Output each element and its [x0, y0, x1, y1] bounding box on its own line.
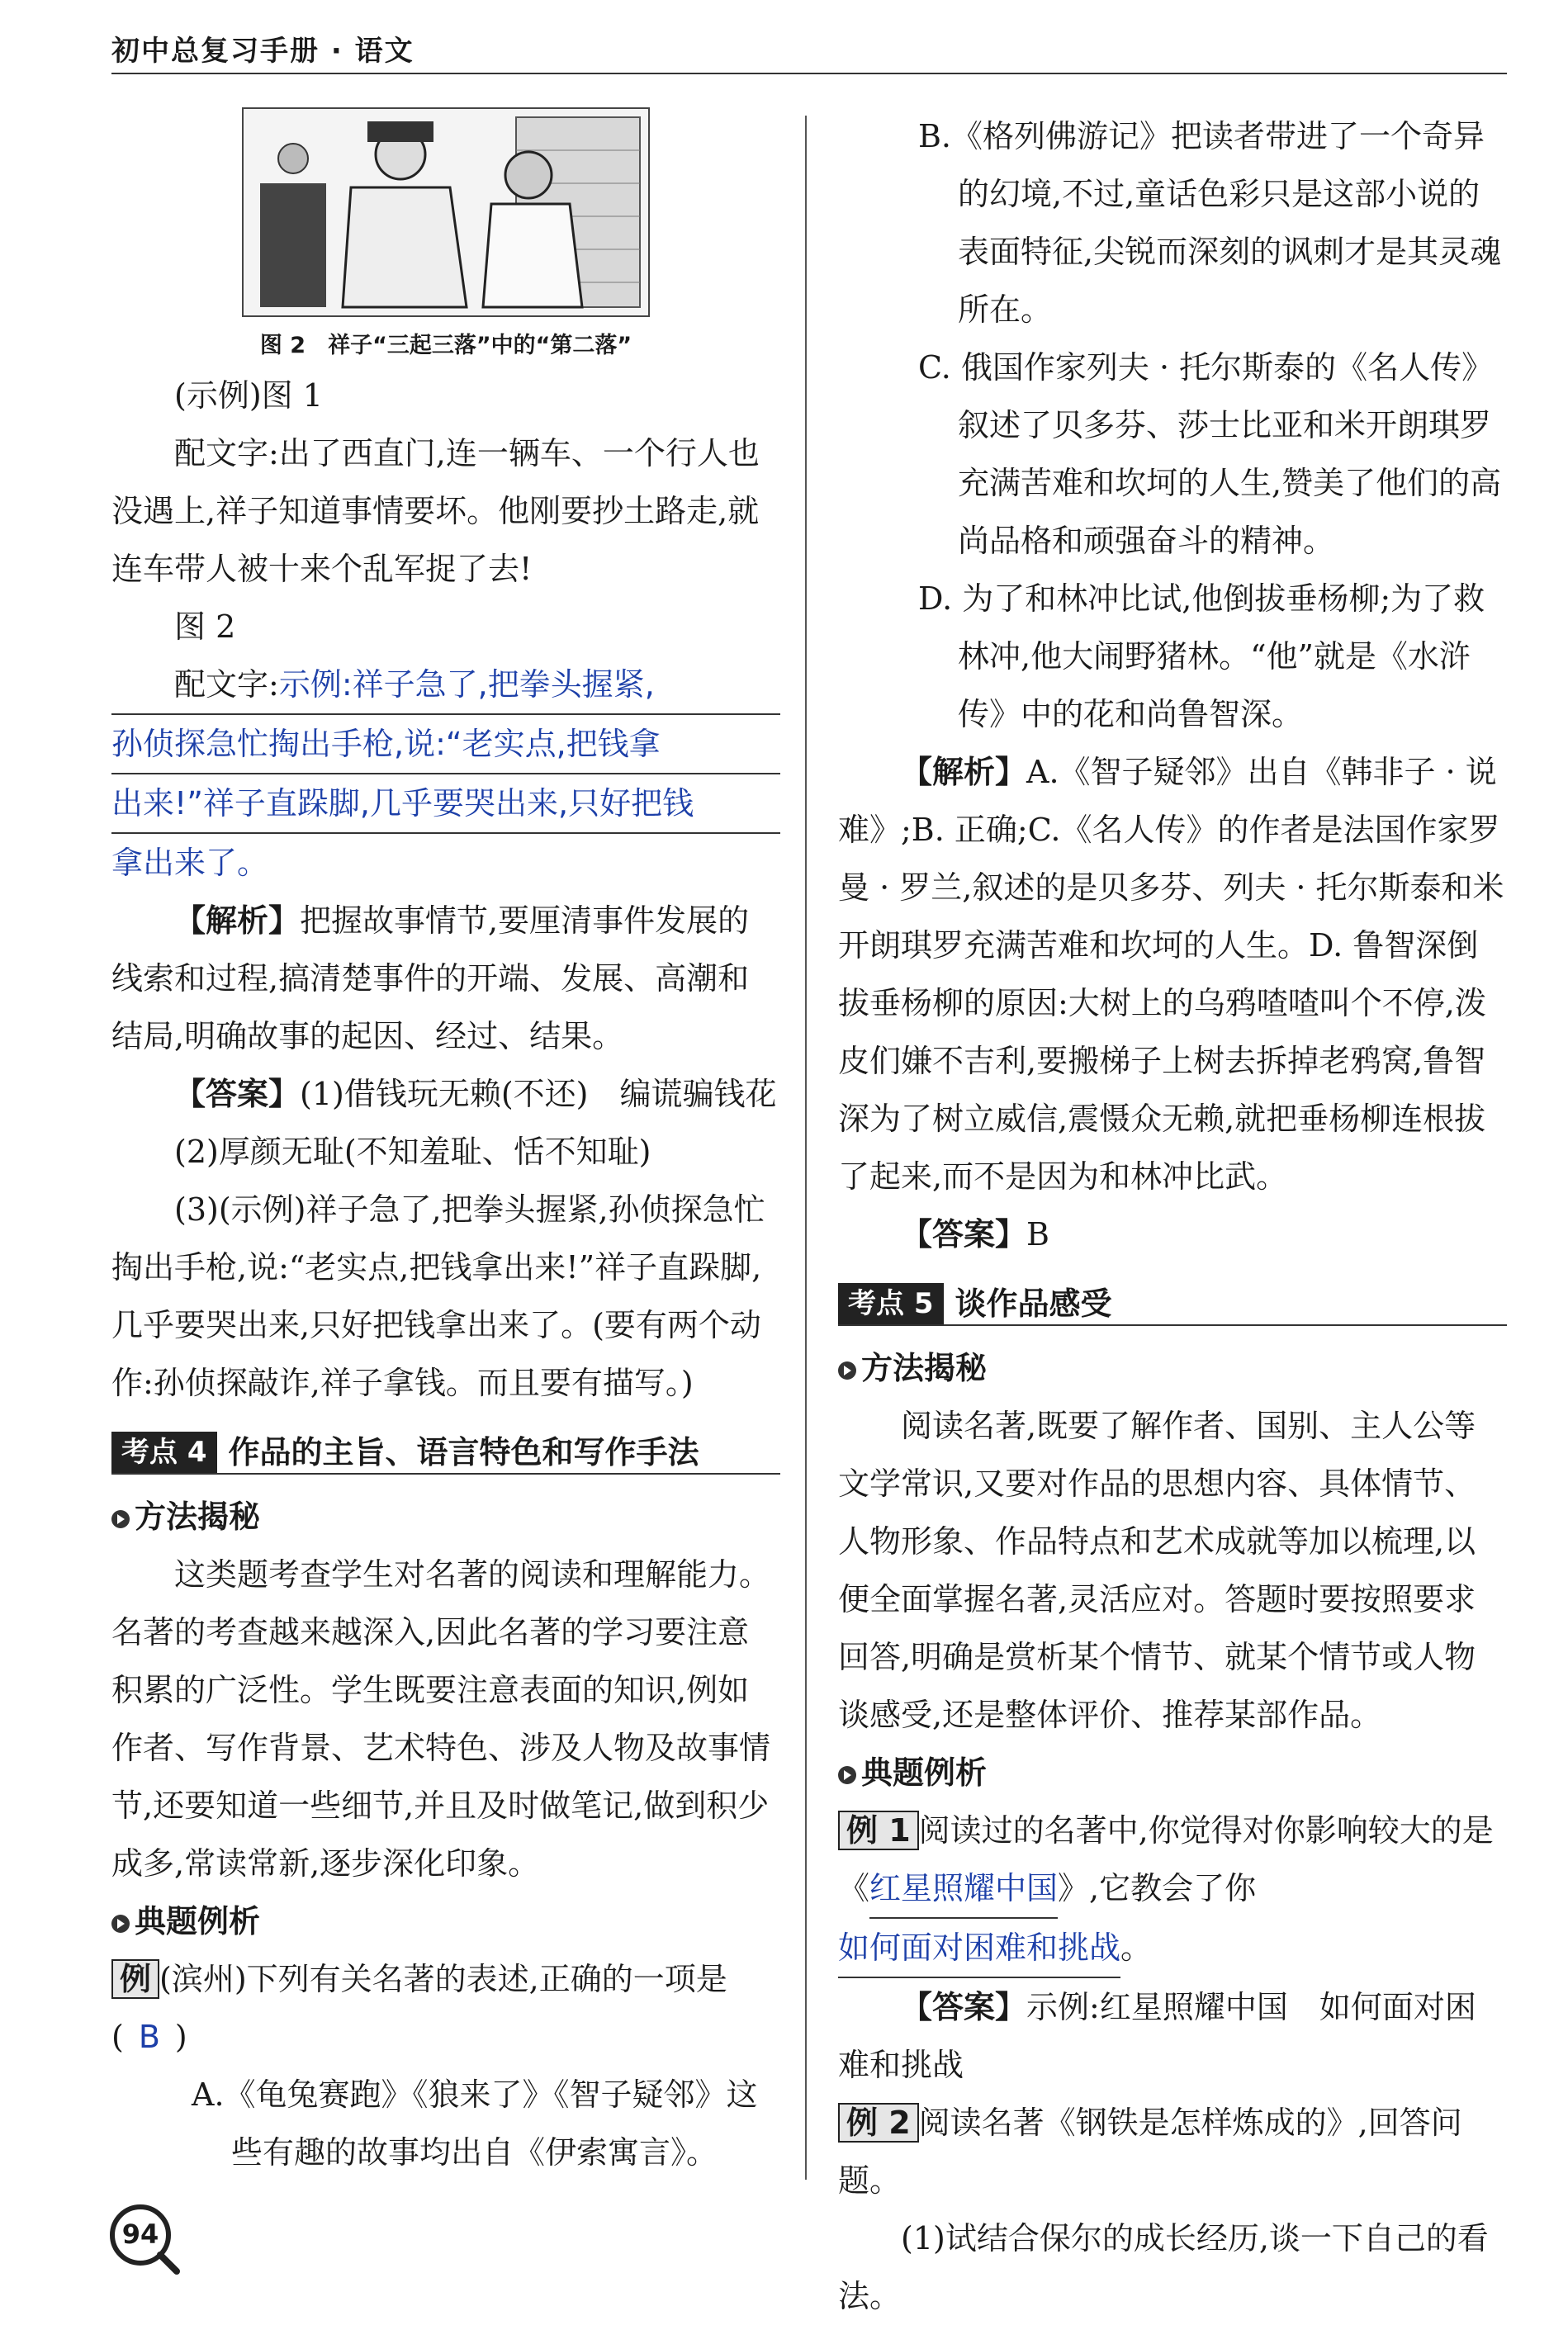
section-title-5: 谈作品感受	[955, 1285, 1112, 1322]
method-heading-right	[838, 1339, 1507, 1397]
illustration	[242, 107, 650, 317]
section-title-4: 作品的主旨、语言特色和写作手法	[228, 1433, 699, 1470]
section-badge-5: 考点 5	[838, 1283, 944, 1324]
play-bullet-icon	[838, 1766, 856, 1784]
analysis-paragraph	[111, 892, 780, 1065]
example-1-text-3: 。	[1120, 1930, 1153, 1966]
right-column	[838, 107, 1507, 2325]
method-title-right: 方法揭秘	[861, 1350, 988, 1386]
option-d: D. 为了和林冲比试,他倒拔垂杨柳;为了救林冲,他大闹野猪林。“他”就是《水浒传》中的花和尚鲁智深。	[918, 580, 1485, 732]
figure-2-label: 图 2	[174, 608, 236, 645]
example-title-right: 典题例析	[861, 1754, 988, 1791]
example-1-badge: 例 1	[838, 1811, 919, 1850]
section-heading-4	[111, 1420, 780, 1475]
left-column	[111, 107, 780, 2181]
handwritten-answer-1: 示例:祥子急了,把拳头握紧,	[278, 666, 655, 703]
answer-tag: 【答案】	[174, 1076, 301, 1112]
handwritten-answer-2: 孙侦探急忙掏出手枪,说:“老实点,把钱拿	[111, 715, 780, 774]
answer-text-1: (1)借钱玩无赖(不还) 编谎骗钱花	[300, 1076, 777, 1112]
caption-text-1: 配文字:出了西直门,连一辆车、一个行人也没遇上,祥子知道事情要坏。他刚要抄土路走,就连车带人被十来个乱军捉了去!	[111, 435, 760, 587]
example-badge: 例	[111, 1959, 159, 1999]
page-number-badge	[107, 2200, 182, 2275]
answer-text-right: B	[1026, 1216, 1049, 1252]
example-1-blank-1: 红星照耀中国	[869, 1859, 1058, 1919]
figure-caption: 图 2 祥子“三起三落”中的“第二落”	[259, 333, 632, 358]
play-bullet-icon	[838, 1361, 856, 1380]
analysis-text: 把握故事情节,要厘清事件发展的线索和过程,搞清楚事件的开端、发展、高潮和结局,明确故事的起因、经过、结果。	[111, 902, 750, 1054]
handwritten-answer-4: 拿出来了。	[111, 845, 269, 881]
section-badge-4: 考点 4	[111, 1432, 217, 1473]
example-1-text-2: 》,它教会了你	[1058, 1870, 1257, 1906]
example-heading-right	[838, 1744, 1507, 1802]
answer-line-1	[111, 656, 780, 715]
example-2-subquestion-1: (1)试结合保尔的成长经历,谈一下自己的看法。	[838, 2220, 1489, 2314]
example-text-1: (滨州)下列有关名著的表述,正确的一项是(	[111, 1961, 727, 2055]
example-title: 典题例析	[135, 1903, 261, 1939]
pei-prefix: 配文字:	[174, 666, 279, 703]
analysis-text-right: A.《智子疑邻》出自《韩非子 · 说难》;B. 正确;C.《名人传》的作者是法国作家罗曼 · 罗兰,叙述的是贝多芬、列夫 · 托尔斯泰和米开朗琪罗充满苦难和坎坷的人生。D. 鲁智深倒拔垂杨柳的原因:大树上的乌鸦喳喳叫个不停,泼皮们嫌不吉利,要搬梯子上树去拆掉老鸦窝,鲁智深为了树立威信,震慑众无赖,就把垂杨柳连根拔了起来,而不是因为和林冲比武。	[838, 754, 1504, 1195]
page-header	[111, 25, 1507, 74]
option-c: C. 俄国作家列夫 · 托尔斯泰的《名人传》叙述了贝多芬、莎士比亚和米开朗琪罗充满苦难和坎坷的人生,赞美了他们的高尚品格和顽强奋斗的精神。	[918, 349, 1502, 559]
section-heading-5	[838, 1271, 1507, 1326]
answer-text-3: (3)(示例)祥子急了,把拳头握紧,孙侦探急忙掏出手枪,说:“老实点,把钱拿出来!”祥子直跺脚,几乎要哭出来,只好把钱拿出来了。(要有两个动作:孙侦探敲诈,祥子拿钱。而且要有描写。)	[111, 1191, 765, 1401]
method-text: 这类题考查学生对名著的阅读和理解能力。名著的考查越来越深入,因此名著的学习要注意积累的广泛性。学生既要注意表面的知识,例如作者、写作背景、艺术特色、涉及人物及故事情节,还要知道一些细节,并且及时做笔记,做到积少成多,常读常新,逐步深化印象。	[111, 1556, 771, 1882]
option-a: A.《龟兔赛跑》《狼来了》《智子疑邻》这些有趣的故事均出自《伊索寓言》。	[192, 2076, 758, 2171]
example-2-question	[838, 2094, 1507, 2209]
option-b: B.《格列佛游记》把读者带进了一个奇异的幻境,不过,童话色彩只是这部小说的表面特征,尖锐而深刻的讽刺才是其灵魂所在。	[918, 118, 1502, 328]
answer-text-2: (2)厚颜无耻(不知羞耻、恬不知耻)	[174, 1134, 651, 1170]
example-1-text-1: 阅读过的名著中,你觉得对你影响较大的是《	[838, 1812, 1494, 1906]
analysis-tag: 【解析】	[174, 902, 301, 939]
example-1-question	[838, 1802, 1507, 1978]
book-title: 初中总复习手册 · 语文	[111, 35, 415, 68]
example-1-answer-text: 示例:红星照耀中国 如何面对困难和挑战	[838, 1989, 1476, 2083]
handwritten-answer-3: 出来!”祥子直跺脚,几乎要哭出来,只好把钱	[111, 774, 780, 834]
analysis-tag-right: 【解析】	[901, 754, 1027, 790]
example-2-text: 阅读名著《钢铁是怎样炼成的》,回答问题。	[838, 2105, 1462, 2199]
example-2-badge: 例 2	[838, 2103, 919, 2143]
answer-tag-right: 【答案】	[901, 1216, 1027, 1252]
example-question	[111, 1950, 780, 2066]
example-heading	[111, 1892, 780, 1950]
analysis-paragraph-right	[838, 743, 1507, 1205]
method-text-right: 阅读名著,既要了解作者、国别、主人公等文学常识,又要对作品的思想内容、具体情节、人物形象、作品特点和艺术成就等加以梳理,以便全面掌握名著,灵活应对。答题时要按照要求回答,明确是赏析某个情节、就某个情节或人物谈感受,还是整体评价、推荐某部作品。	[838, 1408, 1476, 1733]
method-heading	[111, 1488, 780, 1546]
answer-paragraph-right	[838, 1205, 1507, 1263]
answer-paragraph-1	[111, 1065, 780, 1123]
example-1-answer	[838, 1978, 1507, 2094]
play-bullet-icon	[111, 1510, 130, 1528]
example-answer: B	[138, 2019, 160, 2055]
example-1-answer-tag: 【答案】	[901, 1989, 1027, 2025]
example-label: (示例)图 1	[174, 377, 323, 414]
method-title: 方法揭秘	[135, 1499, 261, 1535]
page-number: 94	[121, 2218, 159, 2250]
column-divider	[805, 116, 807, 2180]
example-1-blank-2: 如何面对困难和挑战	[838, 1919, 1120, 1978]
illustration-image	[244, 109, 648, 315]
play-bullet-icon	[111, 1915, 130, 1933]
example-text-2: )	[174, 2019, 187, 2055]
